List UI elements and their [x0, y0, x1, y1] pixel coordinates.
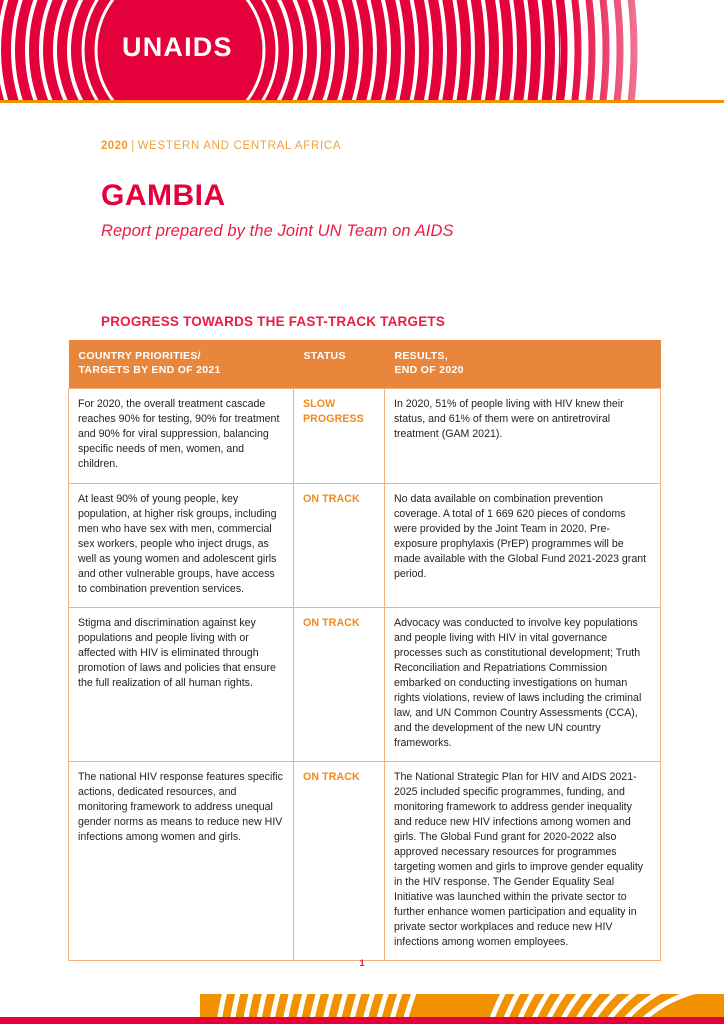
column-header-line-2: TARGETS BY END OF 2021	[78, 364, 221, 377]
page-footer	[0, 988, 724, 1024]
cell-priority: Stigma and discrimination against key populations and people living with or affected with HIV is eliminated through promotion of laws and policies that ensure the full realization of all human rights.	[69, 607, 294, 761]
column-header-line-1: STATUS	[303, 350, 346, 362]
status-badge: SLOW PROGRESS	[294, 389, 385, 483]
table-row	[69, 762, 661, 961]
status-badge: ON TRACK	[294, 483, 385, 607]
column-header-country-priorities	[69, 340, 294, 389]
column-header-line-1: COUNTRY PRIORITIES/	[78, 350, 201, 362]
breadcrumb-separator: |	[131, 140, 135, 152]
unaids-wordmark: UNAIDS	[122, 32, 233, 62]
status-badge: ON TRACK	[294, 762, 385, 961]
table-head	[69, 340, 661, 389]
column-header-line-2: END OF 2020	[394, 364, 464, 377]
table-row	[69, 483, 661, 607]
cell-result: The National Strategic Plan for HIV and AIDS 2021-2025 included specific programmes, funding, and monitoring framework to address gender inequality and reduce new HIV infections among women and girls. The Global Fund grant for 2020-2022 also approved necessary resources for programmes targeting women and girls to improve gender equality in the HIV response. The Gender Equality Seal Initiative was launched within the private sector to further enhance women participation and equality in private sector workplaces and reduce new HIV infections among women employees.	[385, 762, 661, 961]
cell-result: In 2020, 51% of people living with HIV knew their status, and 61% of them were on antiretroviral treatment (GAM 2021).	[385, 389, 661, 483]
cell-priority: For 2020, the overall treatment cascade reaches 90% for testing, 90% for treatment and 90% for viral suppression, balancing specific needs of men, women, and children.	[69, 389, 294, 483]
cell-priority: At least 90% of young people, key population, at higher risk groups, including men who have sex with men, commercial sex workers, people who inject drugs, as well as young women and adolescent girls and other vulnerable groups, have access to combination prevention services.	[69, 483, 294, 607]
page-number: 1	[359, 958, 365, 969]
page-header	[0, 0, 724, 100]
fast-track-targets-table	[68, 340, 661, 961]
column-header-line-1: RESULTS,	[394, 350, 449, 362]
fast-track-table-container	[68, 340, 660, 961]
page-title: GAMBIA	[101, 179, 226, 212]
table-header-row	[69, 340, 661, 389]
breadcrumb	[101, 140, 661, 152]
header-ripple-graphic	[0, 0, 724, 100]
column-header-status	[294, 340, 385, 389]
table-row	[69, 389, 661, 483]
column-header-results	[385, 340, 661, 389]
cell-result: No data available on combination prevention coverage. A total of 1 669 620 pieces of condoms were provided by the Joint Team in 2020. Pre-exposure prophylaxis (PrEP) programmes will be made available with the Global Fund 2021-2023 grant period.	[385, 483, 661, 607]
title-block	[101, 140, 661, 241]
region-label: WESTERN AND CENTRAL AFRICA	[137, 140, 342, 152]
cell-priority: The national HIV response features specific actions, dedicated resources, and monitoring framework to address unequal gender norms as means to reduce new HIV infections among women and girls.	[69, 762, 294, 961]
cell-result: Advocacy was conducted to involve key populations and people living with HIV in vital governance processes such as constitutional development; Truth Reconciliation and Repatriations Commission embarked on conducting investigations on human rights violations, review of laws including the criminal law, and UN Common Country Assessments (CCA), and the development of the new UN country frameworks.	[385, 607, 661, 761]
table-row	[69, 607, 661, 761]
footer-red-bar	[0, 1017, 724, 1024]
page-subtitle: Report prepared by the Joint UN Team on AIDS	[101, 221, 454, 240]
table-body	[69, 389, 661, 961]
header-orange-rule	[0, 100, 724, 103]
status-badge: ON TRACK	[294, 607, 385, 761]
section-heading: PROGRESS TOWARDS THE FAST-TRACK TARGETS	[101, 314, 446, 329]
report-year: 2020	[101, 140, 129, 152]
